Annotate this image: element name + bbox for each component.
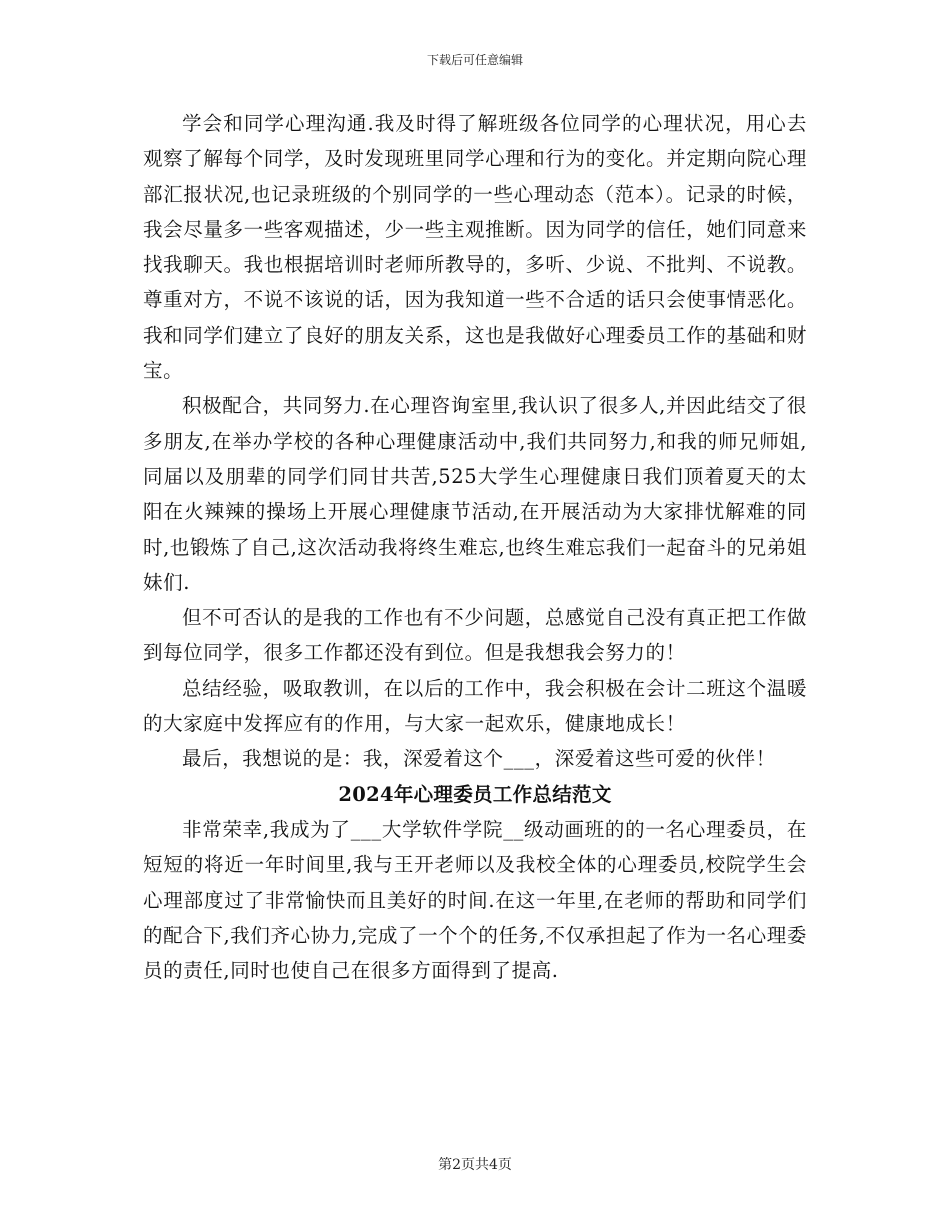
paragraph-problems: 但不可否认的是我的工作也有不少问题，总感觉自己没有真正把工作做到每位同学，很多工作都还没有到位。但是我想我会努力的！ — [143, 606, 807, 665]
page-number: 第2页共4页 — [438, 1157, 512, 1173]
paragraph-psych-communication: 学会和同学心理沟通.我及时得了解班级各位同学的心理状况，用心去观察了解每个同学，及时发现班里同学心理和行为的变化。并定期向院心理部汇报状况,也记录班级的个别同学的一些心理动态（范本）。记录的时候，我会尽量多一些客观描述，少一些主观推断。因为同学的信任，她们同意来找我聊天。我也根据培训时老师所教导的，多听、少说、不批判、不说教。尊重对方，不说不该说的话，因为我知道一些不合适的话只会使事情恶化。我和同学们建立了良好的朋友关系，这也是我做好心理委员工作的基础和财宝。 — [143, 112, 807, 383]
paragraph-closing: 最后，我想说的是：我，深爱着这个___，深爱着这些可爱的伙伴！ — [182, 747, 776, 771]
document-body — [143, 106, 807, 988]
page-header: 下载后可任意编辑 — [426, 53, 523, 67]
section-title: 2024年心理委员工作总结范文 — [338, 782, 612, 806]
paragraph-introduction: 非常荣幸,我成为了___大学软件学院__级动画班的的一名心理委员，在短短的将近一年时间里,我与王开老师以及我校全体的心理委员,校院学生会心理部度过了非常愉快而且美好的时间.在这一年里,在老师的帮助和同学们的配合下,我们齐心协力,完成了一个个的任务,不仅承担起了作为一名心理委员的责任,同时也使自己在很多方面得到了提高. — [143, 817, 807, 983]
paragraph-lessons: 总结经验，吸取教训，在以后的工作中，我会积极在会计二班这个温暖的大家庭中发挥应有的作用，与大家一起欢乐，健康地成长！ — [143, 676, 807, 736]
paragraph-cooperation: 积极配合，共同努力.在心理咨询室里,我认识了很多人,并因此结交了很多朋友,在举办学校的各种心理健康活动中,我们共同努力,和我的师兄师姐,同届以及朋辈的同学们同甘共苦,525大学生心理健康日我们顶着夏天的太阳在火辣辣的操场上开展心理健康节活动,在开展活动为大家排忧解难的同时,也锻炼了自己,这次活动我将终生难忘,也终生难忘我们一起奋斗的兄弟姐妹们. — [143, 394, 807, 594]
